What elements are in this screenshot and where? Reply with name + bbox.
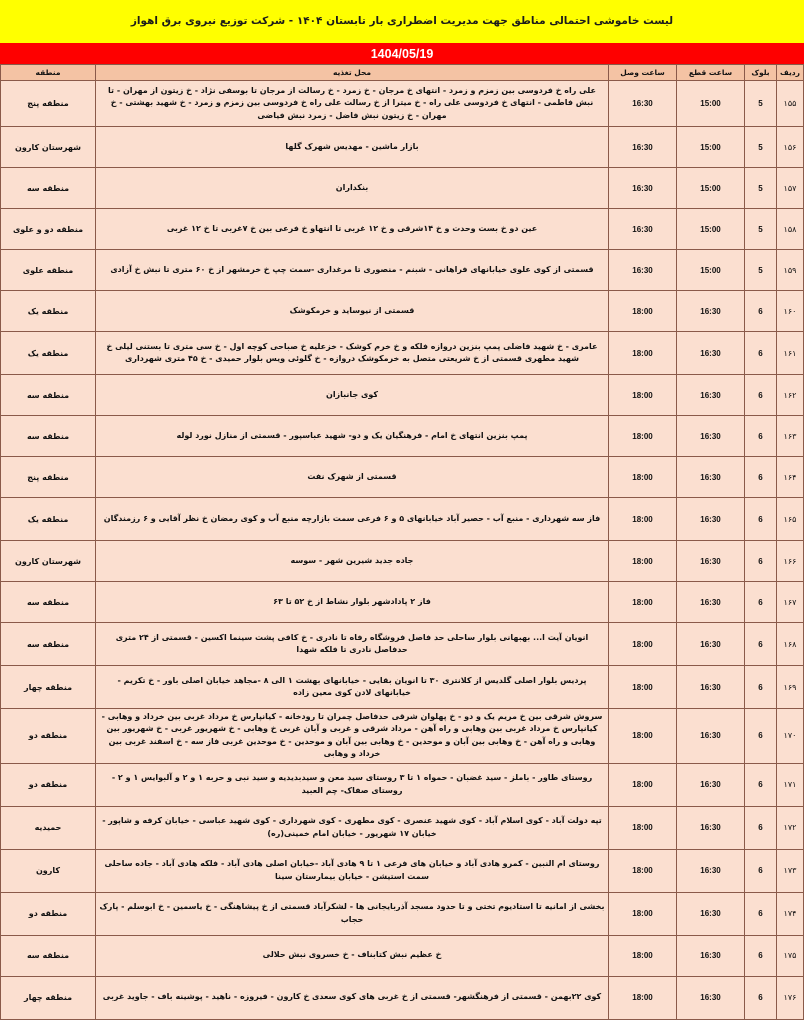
cell-address: تپه دولت آباد - کوی اسلام آباد - کوی شهید عنصری - کوی مطهری - کوی شهرداری - کوی شهید عباسی - خیابان کرفه و شاپور - خیابان ۱۷ شهریور - خیابان امام خمینی(ره) bbox=[96, 806, 609, 849]
cell-block: 6 bbox=[745, 498, 777, 541]
cell-block: 6 bbox=[745, 892, 777, 935]
cell-radif: ۱۶۰ bbox=[777, 291, 804, 332]
table-row bbox=[1, 976, 804, 1019]
cell-region: منطقه سه bbox=[1, 168, 96, 209]
table-row bbox=[1, 127, 804, 168]
cell-radif: ۱۵۹ bbox=[777, 250, 804, 291]
cell-address: کوی جانبازان bbox=[96, 375, 609, 416]
cell-off-time: 16:30 bbox=[677, 849, 745, 892]
table-row bbox=[1, 250, 804, 291]
cell-block: 5 bbox=[745, 127, 777, 168]
cell-radif: ۱۶۹ bbox=[777, 666, 804, 709]
cell-on-time: 16:30 bbox=[609, 81, 677, 127]
table-header bbox=[1, 65, 804, 81]
cell-region: منطقه پنج bbox=[1, 457, 96, 498]
cell-on-time: 18:00 bbox=[609, 582, 677, 623]
cell-off-time: 16:30 bbox=[677, 291, 745, 332]
cell-radif: ۱۷۱ bbox=[777, 763, 804, 806]
table-row bbox=[1, 935, 804, 976]
cell-region: منطقه دو bbox=[1, 709, 96, 764]
cell-region: منطقه یک bbox=[1, 291, 96, 332]
cell-on-time: 18:00 bbox=[609, 457, 677, 498]
cell-address: روستای طاور - باملز - سید غضبان - حمواه ۱ تا ۳ روستای سید معن و سیدبدیدیه و سید نبی و حربه ۱ و ۲ و آلبوایس ۱ و ۲ - روستای صفاک- چم العبید bbox=[96, 763, 609, 806]
title-banner bbox=[0, 0, 804, 43]
cell-off-time: 15:00 bbox=[677, 250, 745, 291]
cell-radif: ۱۵۸ bbox=[777, 209, 804, 250]
cell-block: 5 bbox=[745, 81, 777, 127]
cell-block: 6 bbox=[745, 935, 777, 976]
cell-on-time: 18:00 bbox=[609, 498, 677, 541]
table-row bbox=[1, 582, 804, 623]
page-title: لیست خاموشی احتمالی مناطق جهت مدیریت اضطراری بار تابستان ۱۴۰۴ - شرکت توزیع نیروی برق اهواز bbox=[130, 14, 674, 27]
cell-off-time: 16:30 bbox=[677, 332, 745, 375]
table-row bbox=[1, 168, 804, 209]
cell-radif: ۱۶۱ bbox=[777, 332, 804, 375]
cell-region: منطقه چهار bbox=[1, 976, 96, 1019]
column-header-address: محل تغذیه bbox=[96, 65, 609, 81]
cell-on-time: 18:00 bbox=[609, 623, 677, 666]
cell-on-time: 18:00 bbox=[609, 806, 677, 849]
table-row bbox=[1, 209, 804, 250]
cell-on-time: 18:00 bbox=[609, 666, 677, 709]
cell-address: قسمتی از شهرک نفت bbox=[96, 457, 609, 498]
cell-address: جاده جدید شیرین شهر - سوسه bbox=[96, 541, 609, 582]
cell-on-time: 18:00 bbox=[609, 892, 677, 935]
cell-radif: ۱۷۳ bbox=[777, 849, 804, 892]
cell-address: قسمتی از نیوساید و خرمکوشک bbox=[96, 291, 609, 332]
cell-on-time: 16:30 bbox=[609, 168, 677, 209]
cell-radif: ۱۷۴ bbox=[777, 892, 804, 935]
cell-address: عین دو خ بست وحدت و خ ۱۴شرقی و خ ۱۲ غربی تا انتهاو خ فرعی بین خ ۷غربی تا خ ۱۲ غربی bbox=[96, 209, 609, 250]
cell-block: 6 bbox=[745, 582, 777, 623]
table-row bbox=[1, 666, 804, 709]
cell-address: پردیس بلوار اصلی گلدیس از کلانتری ۳۰ تا انویان بقایی - خیابانهای بهشت ۱ الی ۸ -مجاهد خیابان اصلی باور - خ تکریم - خیابانهای لادن کوی معین زاده bbox=[96, 666, 609, 709]
cell-block: 6 bbox=[745, 623, 777, 666]
table-row bbox=[1, 541, 804, 582]
table-row bbox=[1, 849, 804, 892]
cell-address: خ عظیم نبش کتابناف - خ خسروی نبش حلالی bbox=[96, 935, 609, 976]
cell-radif: ۱۶۷ bbox=[777, 582, 804, 623]
cell-address: کوی ۲۲بهمن - قسمتی از فرهنگشهر- قسمتی از خ غربی های کوی سعدی خ کارون - فیروزه - ناهید - پوشینه باف - جاوید غربی bbox=[96, 976, 609, 1019]
cell-region: منطقه سه bbox=[1, 375, 96, 416]
cell-address: بازار ماشین - مهدیس شهرک گلها bbox=[96, 127, 609, 168]
column-header-radif: ردیف bbox=[777, 65, 804, 81]
column-header-off-time: ساعت قطع bbox=[677, 65, 745, 81]
table-row bbox=[1, 457, 804, 498]
table-row bbox=[1, 81, 804, 127]
table-row bbox=[1, 332, 804, 375]
cell-off-time: 15:00 bbox=[677, 168, 745, 209]
cell-region: منطقه سه bbox=[1, 935, 96, 976]
cell-address: روستای ام النبین - کمرو هادی آباد و خیابان های فرعی ۱ تا ۹ هادی آباد -خیابان اصلی هادی آباد - فلکه هادی آباد - جاده ساحلی سمت استیشن - خیابان بیمارستان سینا bbox=[96, 849, 609, 892]
cell-region: شهرستان کارون bbox=[1, 541, 96, 582]
column-header-region: منطقه bbox=[1, 65, 96, 81]
cell-block: 6 bbox=[745, 291, 777, 332]
cell-region: منطقه دو bbox=[1, 892, 96, 935]
cell-off-time: 16:30 bbox=[677, 709, 745, 764]
outage-table bbox=[0, 64, 804, 1020]
cell-on-time: 16:30 bbox=[609, 209, 677, 250]
table-row bbox=[1, 291, 804, 332]
cell-address: علی راه خ فردوسی بین زمزم و زمرد - انتهای خ مرجان - خ زمرد - خ رسالت از مرجان تا بوسفی نژاد - خ زیتون از مهران - تا نبش فاطمی - انتهای خ فردوسی علی راه - خ میترا از خ رسالت علی راه خ فردوسی بین زمزم و زمرد - خ شهید بهشتی - خ مهران - خ زیتون نبش فاضل - زمرد نبش فیاضی bbox=[96, 81, 609, 127]
cell-on-time: 18:00 bbox=[609, 541, 677, 582]
cell-off-time: 16:30 bbox=[677, 666, 745, 709]
cell-block: 6 bbox=[745, 332, 777, 375]
cell-block: 6 bbox=[745, 849, 777, 892]
cell-block: 5 bbox=[745, 209, 777, 250]
cell-region: منطقه پنج bbox=[1, 81, 96, 127]
table-row bbox=[1, 416, 804, 457]
table-row bbox=[1, 709, 804, 764]
cell-region: منطقه دو و علوی bbox=[1, 209, 96, 250]
cell-region: منطقه یک bbox=[1, 332, 96, 375]
cell-radif: ۱۷۲ bbox=[777, 806, 804, 849]
cell-on-time: 16:30 bbox=[609, 250, 677, 291]
cell-on-time: 18:00 bbox=[609, 291, 677, 332]
cell-on-time: 18:00 bbox=[609, 849, 677, 892]
cell-block: 6 bbox=[745, 763, 777, 806]
cell-off-time: 16:30 bbox=[677, 892, 745, 935]
cell-block: 6 bbox=[745, 709, 777, 764]
cell-off-time: 16:30 bbox=[677, 976, 745, 1019]
cell-block: 6 bbox=[745, 541, 777, 582]
table-body bbox=[1, 81, 804, 1020]
cell-off-time: 15:00 bbox=[677, 127, 745, 168]
cell-on-time: 18:00 bbox=[609, 375, 677, 416]
column-header-block: بلوک bbox=[745, 65, 777, 81]
table-row bbox=[1, 498, 804, 541]
cell-address: بنکداران bbox=[96, 168, 609, 209]
table-row bbox=[1, 763, 804, 806]
cell-region: شهرستان کارون bbox=[1, 127, 96, 168]
table-row bbox=[1, 892, 804, 935]
cell-on-time: 18:00 bbox=[609, 332, 677, 375]
cell-on-time: 16:30 bbox=[609, 127, 677, 168]
cell-address: عامری - خ شهید فاضلی پمپ بنزین دروازه فلکه و خ خرم کوشک - خزعلیه خ صباحی کوچه اول - خ سی متری تا بستنی لیلی خ شهید مطهری قسمتی از خ شریعتی متصل به خرمکوشک دروازه - خ گلوئی ویس بلوار حمیدی - خ ۴۵ متری شهرداری bbox=[96, 332, 609, 375]
cell-on-time: 18:00 bbox=[609, 976, 677, 1019]
cell-block: 5 bbox=[745, 168, 777, 209]
cell-radif: ۱۷۶ bbox=[777, 976, 804, 1019]
date-banner bbox=[0, 43, 804, 64]
cell-block: 6 bbox=[745, 666, 777, 709]
cell-region: منطقه دو bbox=[1, 763, 96, 806]
cell-off-time: 15:00 bbox=[677, 81, 745, 127]
cell-off-time: 16:30 bbox=[677, 763, 745, 806]
cell-off-time: 16:30 bbox=[677, 498, 745, 541]
cell-on-time: 18:00 bbox=[609, 763, 677, 806]
cell-off-time: 16:30 bbox=[677, 457, 745, 498]
cell-address: بخشی از امانیه تا استادیوم تختی و تا حدود مسجد آذربایجانی ها - لشکرآباد قسمتی از خ پیشاهنگی - خ یاسمین - خ ابوسلم - پارک حجاب bbox=[96, 892, 609, 935]
cell-radif: ۱۶۲ bbox=[777, 375, 804, 416]
cell-address: فاز سه شهرداری - منبع آب - حصیر آباد خیابانهای ۵ و ۶ فرعی سمت بازارچه منبع آب و کوی رمضان خ نظر آقایی و ۶ رزمندگان bbox=[96, 498, 609, 541]
cell-off-time: 16:30 bbox=[677, 806, 745, 849]
cell-region: منطقه یک bbox=[1, 498, 96, 541]
cell-block: 6 bbox=[745, 976, 777, 1019]
cell-radif: ۱۶۶ bbox=[777, 541, 804, 582]
cell-radif: ۱۶۸ bbox=[777, 623, 804, 666]
cell-region: منطقه سه bbox=[1, 416, 96, 457]
cell-block: 6 bbox=[745, 806, 777, 849]
schedule-date: 1404/05/19 bbox=[370, 46, 434, 61]
cell-radif: ۱۵۷ bbox=[777, 168, 804, 209]
cell-block: 6 bbox=[745, 457, 777, 498]
cell-radif: ۱۵۶ bbox=[777, 127, 804, 168]
cell-address: پمپ بنزین انتهای خ امام - فرهنگیان یک و دو- شهید عباسپور - قسمتی از منازل نورد لوله bbox=[96, 416, 609, 457]
cell-address: انویان آیت ا... بهبهانی بلوار ساحلی حد فاصل فروشگاه رفاه تا نادری - خ کافی پشت سینما اکسین - قسمتی از ۲۴ متری حدفاصل نادری تا فلکه شهدا bbox=[96, 623, 609, 666]
table-row bbox=[1, 375, 804, 416]
cell-radif: ۱۶۵ bbox=[777, 498, 804, 541]
cell-block: 6 bbox=[745, 375, 777, 416]
cell-on-time: 18:00 bbox=[609, 935, 677, 976]
cell-radif: ۱۵۵ bbox=[777, 81, 804, 127]
cell-address: قسمتی از کوی علوی خیابانهای فراهانی - شبنم - منصوری تا مرغداری -سمت چپ خ خرمشهر از خ ۶۰ متری تا نبش خ آزادی bbox=[96, 250, 609, 291]
cell-region: حمیدیه bbox=[1, 806, 96, 849]
cell-off-time: 16:30 bbox=[677, 541, 745, 582]
cell-address: فاز ۲ پادادشهر بلوار نشاط از خ ۵۲ تا ۶۳ bbox=[96, 582, 609, 623]
table-row bbox=[1, 623, 804, 666]
cell-block: 6 bbox=[745, 416, 777, 457]
table-header-row bbox=[1, 65, 804, 81]
cell-off-time: 16:30 bbox=[677, 623, 745, 666]
cell-radif: ۱۷۵ bbox=[777, 935, 804, 976]
cell-off-time: 16:30 bbox=[677, 375, 745, 416]
cell-off-time: 16:30 bbox=[677, 416, 745, 457]
cell-address: سروش شرقی بین خ مریم یک و دو - خ پهلوان شرقی حدفاصل چمران تا رودخانه - کیانپارس خ مرداد غربی بین خرداد و وهابی - کیانپارس خ مرداد غربی بین وهابی و راه آهن - مرداد شرقی و غربی و آبان غربی خ وهابی - خ شهریور غربی - خ شهریور بین وهابی و راه آهن - خ وهابی بین آبان و موحدین - خ وهابی بین آبان و موحدین - خ موحدین غربی فاز سه - خ اسفند غربی بین خرداد و وهابی bbox=[96, 709, 609, 764]
cell-off-time: 16:30 bbox=[677, 935, 745, 976]
cell-region: کارون bbox=[1, 849, 96, 892]
cell-on-time: 18:00 bbox=[609, 709, 677, 764]
cell-on-time: 18:00 bbox=[609, 416, 677, 457]
cell-off-time: 16:30 bbox=[677, 582, 745, 623]
cell-off-time: 15:00 bbox=[677, 209, 745, 250]
cell-radif: ۱۶۴ bbox=[777, 457, 804, 498]
cell-region: منطقه چهار bbox=[1, 666, 96, 709]
cell-radif: ۱۶۳ bbox=[777, 416, 804, 457]
column-header-on-time: ساعت وصل bbox=[609, 65, 677, 81]
cell-region: منطقه سه bbox=[1, 623, 96, 666]
cell-radif: ۱۷۰ bbox=[777, 709, 804, 764]
cell-region: منطقه علوی bbox=[1, 250, 96, 291]
cell-block: 5 bbox=[745, 250, 777, 291]
table-row bbox=[1, 806, 804, 849]
cell-region: منطقه سه bbox=[1, 582, 96, 623]
